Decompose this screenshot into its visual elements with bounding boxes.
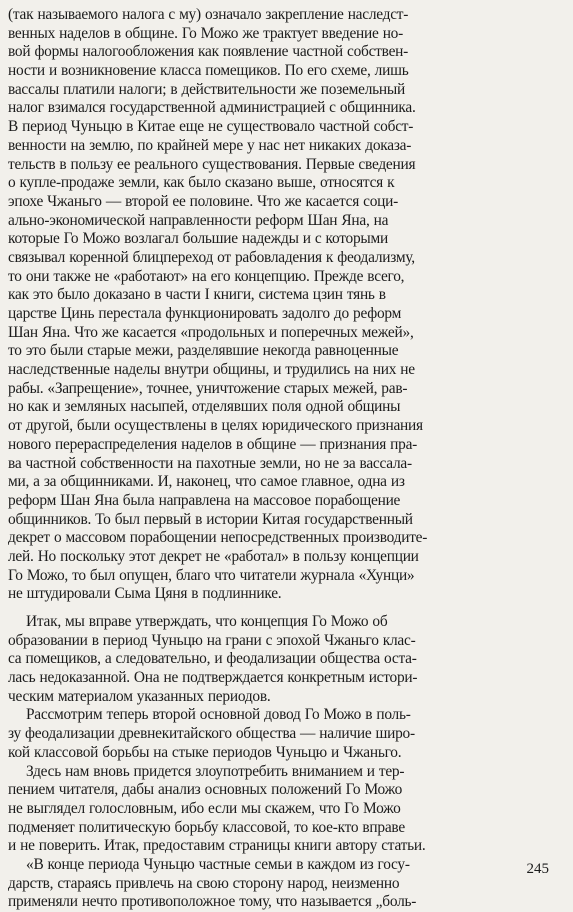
text-line: ва частной собственности на пахотные земли, но не за вассала-: [8, 454, 412, 472]
body-text: [8, 6, 563, 912]
paragraph: [8, 706, 563, 762]
text-line: ально-экономической направленности реформ Шан Яна, на: [8, 211, 389, 229]
text-line: кой классовой борьбы на стыке периодов Чуньцю и Чжаньго.: [8, 743, 402, 761]
text-line: эпохе Чжаньго — второй ее половине. Что же касается соци-: [8, 192, 399, 210]
text-line: налог взимался государственной администрацией с общинника.: [8, 99, 416, 117]
text-line: дарств, стараясь привлечь на свою сторону народ, неизменно: [8, 874, 400, 892]
text-line: (так называемого налога с му) означало закрепление наследст-: [8, 6, 409, 23]
text-line: лась недоказанной. Она не подтверждается конкретным истори-: [8, 669, 418, 687]
text-line: то это были старые межи, разделявшие некогда равноценные: [8, 342, 399, 360]
text-line: Итак, мы вправе утверждать, что концепция Го Можо об: [26, 613, 388, 630]
paragraph-gap: [8, 604, 563, 613]
paragraph: [8, 613, 563, 706]
text-line: пением читателя, дабы анализ основных положений Го Можо: [8, 781, 403, 799]
page-number: 245: [526, 861, 549, 877]
paragraph: [8, 6, 563, 604]
text-line: са помещиков, а следовательно, и феодализации общества оста-: [8, 650, 417, 668]
text-line: ности и возникновение класса помещиков. По его схеме, лишь: [8, 62, 409, 80]
text-line: Шан Яна. Что же касается «продольных и поперечных межей»,: [8, 323, 414, 341]
text-line: зу феодализации древнекитайского общества — наличие широ-: [8, 725, 415, 743]
text-line: В период Чуньцю в Китае еще не существовало частной собст-: [8, 118, 414, 136]
text-line: как это было доказано в части I книги, система цзин тянь в: [8, 286, 386, 304]
text-line: лей. Но поскольку этот декрет не «работал» в пользу концепции: [8, 547, 419, 565]
text-line: о купле-продаже земли, как было сказано выше, относятся к: [8, 174, 395, 192]
text-line: образовании в период Чуньцю на грани с эпохой Чжаньго клас-: [8, 631, 416, 649]
text-line: Здесь нам вновь придется злоупотребить вниманием и тер-: [26, 762, 405, 780]
text-line: не штудировали Сыма Цяня в подлиннике.: [8, 585, 282, 603]
text-line: Го Можо, то был опущен, благо что читатели журнала «Хунци»: [8, 566, 415, 584]
text-line: общинников. То был первый в истории Китая государственный: [8, 510, 413, 528]
text-line: связывал коренной блицпереход от рабовладения к феодализму,: [8, 248, 415, 266]
text-line: ческим материалом указанных периодов.: [8, 687, 271, 705]
text-line: ми, а за общинниками. И, наконец, что самое главное, одна из: [8, 473, 405, 491]
text-line: то они также не «работают» на его концепцию. Прежде всего,: [8, 267, 405, 285]
text-line: не выглядел голословным, ибо если мы скажем, что Го Можо: [8, 799, 401, 817]
text-line: тельств в пользу ее реального существования. Первые сведения: [8, 155, 416, 173]
text-line: подменяет политическую борьбу классовой, то кое-кто вправе: [8, 818, 405, 836]
text-line: царстве Цинь перестала функционировать задолго до реформ: [8, 305, 402, 322]
text-line: наследственные наделы внутри общины, и трудились на них не: [8, 361, 415, 379]
text-line: и не поверить. Итак, предоставим страницы книги автору статьи.: [8, 837, 426, 855]
text-line: венных наделов в общине. Го Можо же трактует введение но-: [8, 24, 404, 42]
text-line: нового перераспределения наделов в общине — признания пра-: [8, 435, 418, 453]
text-line: декрет о массовом порабощении непосредственных производите-: [8, 529, 428, 547]
paragraph: [8, 763, 563, 856]
text-line: Рассмотрим теперь второй основной довод Го Можо в поль-: [26, 706, 411, 724]
text-line: вой формы налогообложения как появление частной собствен-: [8, 43, 409, 61]
text-line: но как и земляных насыпей, отделявших поля одной общины: [8, 398, 401, 416]
text-line: венности на землю, по крайней мере у нас нет никаких доказа-: [8, 136, 412, 154]
text-line: реформ Шан Яна была направлена на массовое порабощение: [8, 491, 401, 509]
text-line: вассалы платили налоги; в действительности же поземельный: [8, 80, 405, 98]
text-line: от другой, были осуществлены в целях юридического признания: [8, 417, 423, 435]
text-line: применяли нечто противоположное тому, что называется „боль-: [8, 893, 417, 911]
text-line: которые Го Можо возлагал большие надежды и с которыми: [8, 230, 388, 248]
text-line: рабы. «Запрещение», точнее, уничтожение старых межей, рав-: [8, 379, 408, 397]
text-line: «В конце периода Чуньцю частные семьи в каждом из госу-: [26, 855, 410, 873]
